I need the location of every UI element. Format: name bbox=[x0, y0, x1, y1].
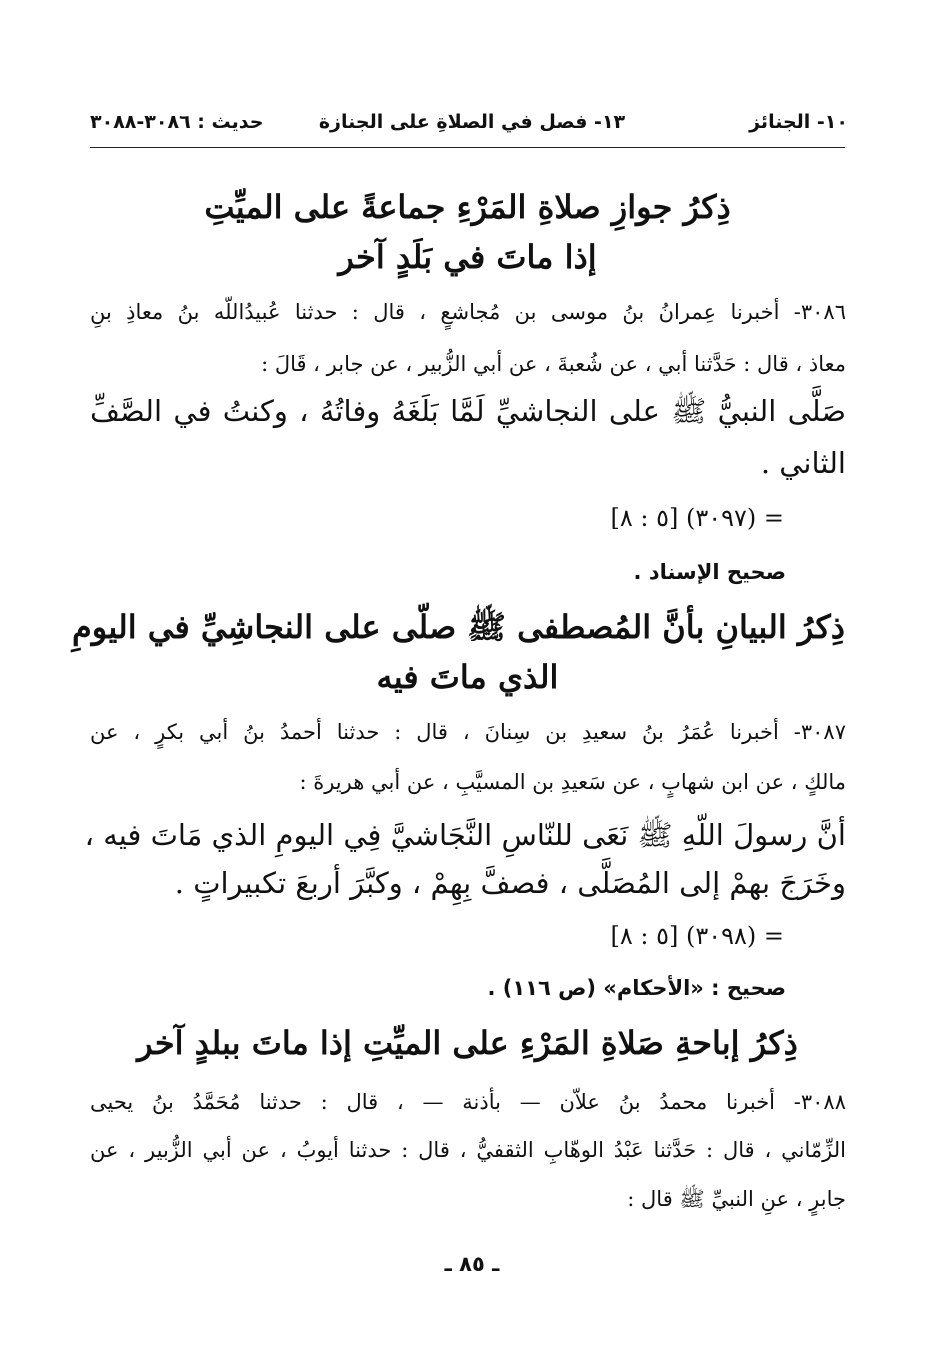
isnad-line: الزِّمّاني ، قال : حَدَّثنا عَبْدُ الوهّابِ الثقفيُّ ، قال : حدثنا أيوبُ ، عن أبي الزُّبير ، عن bbox=[90, 1138, 846, 1162]
hadith-matn: أنَّ رسولَ اللّهِ ﷺ نَعَى للنّاسِ النَّجَاشيَّ فِي اليومِ الذي مَاتَ فيه ، bbox=[84, 818, 846, 852]
isnad-line: ٣٠٨٦- أخبرنا عِمرانُ بنُ موسى بن مُجاشعٍ ، قال : حدثنا عُبيدُاللّه بنُ معاذِ بنِ bbox=[90, 300, 846, 324]
chapter-heading: إذا ماتَ في بَلَدٍ آخر bbox=[338, 238, 597, 276]
cross-reference: = (٣٠٩٨) [٥ : ٨] bbox=[610, 922, 784, 950]
hadith-grade: صحيح الإسناد . bbox=[633, 560, 786, 584]
isnad-line: ٣٠٨٨- أخبرنا محمدُ بنُ علاّن — بأذنة — ، قال : حدثنا مُحَمَّدُ بنُ يحيى bbox=[90, 1090, 846, 1114]
chapter-heading: ذِكرُ جوازِ صلاةِ المَرْءِ جماعةً على الميِّتِ bbox=[204, 188, 731, 226]
header-rule bbox=[90, 147, 845, 148]
chapter-heading: ذِكرُ البيانِ بأنَّ المُصطفى ﷺ صلّى على النجاشِيِّ في اليومِ bbox=[71, 608, 845, 646]
page-number: ـ ٨٥ ـ bbox=[444, 1252, 500, 1276]
hadith-matn: صَلَّى النبيُّ ﷺ على النجاشيِّ لَمَّا بَلَغَهُ وفاتُهُ ، وكنتُ في الصَّفِّ bbox=[90, 394, 846, 428]
isnad-line: ٣٠٨٧- أخبرنا عُمَرُ بنُ سعيدِ بن سِنانَ ، قال : حدثنا أحمدُ بنُ أبي بكرٍ ، عن bbox=[90, 720, 846, 744]
chapter-heading: الذي ماتَ فيه bbox=[376, 658, 559, 696]
hadith-matn: الثاني . bbox=[760, 446, 846, 480]
isnad-line: معاذ ، قال : حَدَّثنا أبي ، عن شُعبةَ ، عن أبي الزُّبير ، عن جابر ، قَالَ : bbox=[261, 352, 846, 376]
running-header-hadith-range: حديث : ٣٠٨٦-٣٠٨٨ bbox=[90, 111, 264, 133]
hadith-matn: وخَرَجَ بهمْ إلى المُصَلَّى ، فصفَّ بِهِمْ ، وكبَّرَ أربعَ تكبيراتٍ . bbox=[174, 866, 846, 900]
running-header-chapter: ١٠- الجنائز bbox=[749, 111, 848, 133]
chapter-heading: ذِكرُ إباحةِ صَلاةِ المَرْءِ على الميِّتِ إذا ماتَ ببلدٍ آخر bbox=[137, 1024, 798, 1062]
running-header-section: ١٣- فصل في الصلاةِ على الجنازة bbox=[318, 111, 626, 133]
isnad-line: جابرٍ ، عنِ النبيِّ ﷺ قال : bbox=[627, 1187, 846, 1211]
isnad-line: مالكٍ ، عن ابن شهابٍ ، عن سَعيدِ بن المسيَّبِ ، عن أبي هريرةَ : bbox=[299, 770, 846, 794]
hadith-grade: صحيح : «الأحكام» (ص ١١٦) . bbox=[487, 976, 786, 1000]
cross-reference: = (٣٠٩٧) [٥ : ٨] bbox=[610, 504, 784, 532]
